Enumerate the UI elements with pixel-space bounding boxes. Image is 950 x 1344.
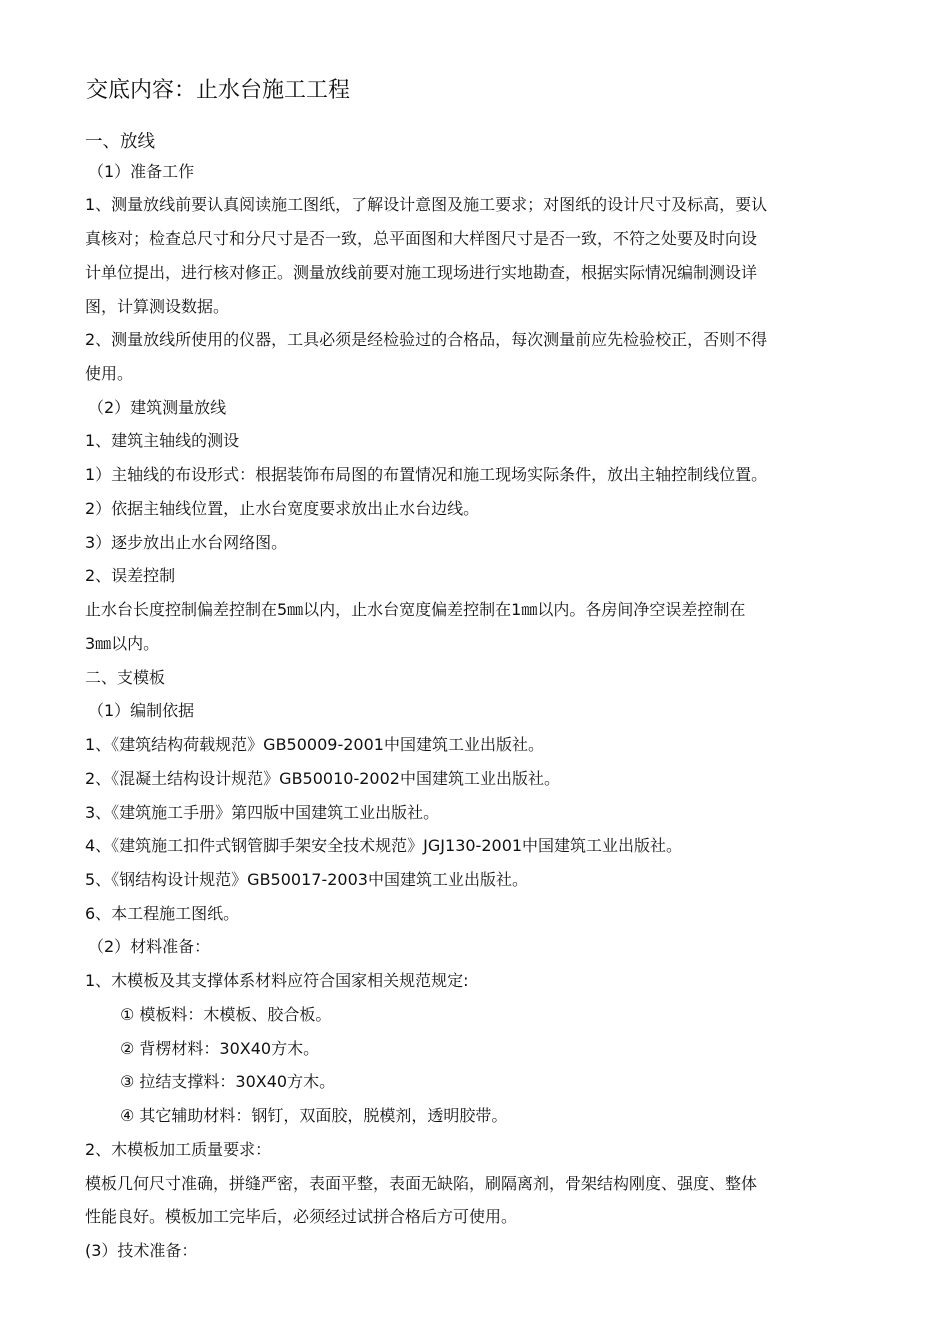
subsection-heading: （2）建筑测量放线 — [88, 398, 227, 417]
material-item: ① 模板料：木模板、胶合板。 — [120, 1005, 332, 1024]
reference-item: 6、本工程施工图纸。 — [85, 904, 240, 923]
paragraph-line: 1、建筑主轴线的测设 — [85, 431, 240, 450]
paragraph-line: 图，计算测设数据。 — [85, 297, 230, 316]
material-item: ② 背楞材料：30X40方木。 — [120, 1039, 320, 1058]
material-item: ③ 拉结支撑料：30X40方木。 — [120, 1072, 336, 1091]
paragraph-line: 1、测量放线前要认真阅读施工图纸，了解设计意图及施工要求；对图纸的设计尺寸及标高，要认 — [85, 195, 768, 214]
paragraph-line: 止水台长度控制偏差控制在5㎜以内，止水台宽度偏差控制在1㎜以内。各房间净空误差控制在 — [85, 600, 746, 619]
subsection-heading: (3）技术准备： — [85, 1241, 198, 1260]
paragraph-line: 3）逐步放出止水台网络图。 — [85, 533, 288, 552]
reference-item: 4、《建筑施工扣件式钢管脚手架安全技术规范》JGJ130-2001中国建筑工业出版社。 — [85, 836, 683, 855]
reference-item: 2、《混凝土结构设计规范》GB50010-2002中国建筑工业出版社。 — [85, 769, 560, 788]
reference-item: 3、《建筑施工手册》第四版中国建筑工业出版社。 — [85, 803, 440, 822]
paragraph-line: 真核对；检查总尺寸和分尺寸是否一致，总平面图和大样图尺寸是否一致，不符之处要及时向设 — [85, 229, 758, 248]
paragraph-line: 2、测量放线所使用的仪器，工具必须是经检验过的合格品，每次测量前应先检验校正，否则不得 — [85, 330, 768, 349]
subsection-heading: （1）准备工作 — [88, 162, 195, 181]
material-item: ④ 其它辅助材料：钢钉，双面胶，脱模剂，透明胶带。 — [120, 1106, 508, 1125]
reference-item: 5、《钢结构设计规范》GB50017-2003中国建筑工业出版社。 — [85, 870, 528, 889]
paragraph-line: 2、误差控制 — [85, 566, 176, 585]
paragraph-line: 3㎜以内。 — [85, 634, 160, 653]
paragraph-line: 1）主轴线的布设形式：根据装饰布局图的布置情况和施工现场实际条件，放出主轴控制线位置。 — [85, 465, 768, 484]
paragraph-line: 1、木模板及其支撑体系材料应符合国家相关规范规定: — [85, 971, 469, 990]
paragraph-line: 性能良好。模板加工完毕后，必须经过试拼合格后方可使用。 — [85, 1207, 518, 1226]
paragraph-line: 计单位提出，进行核对修正。测量放线前要对施工现场进行实地勘查，根据实际情况编制测设详 — [85, 263, 758, 282]
section-heading-setting-out: 一、放线 — [85, 132, 155, 152]
subsection-heading: （2）材料准备： — [88, 937, 211, 956]
paragraph-line: 2）依据主轴线位置，止水台宽度要求放出止水台边线。 — [85, 499, 480, 518]
paragraph-line: 模板几何尺寸准确，拼缝严密，表面平整，表面无缺陷，刷隔离剂，骨架结构刚度、强度、整体 — [85, 1174, 758, 1193]
section-heading-formwork: 二、支模板 — [85, 668, 166, 687]
reference-item: 1、《建筑结构荷载规范》GB50009-2001中国建筑工业出版社。 — [85, 735, 544, 754]
subsection-heading: （1）编制依据 — [88, 701, 195, 720]
paragraph-line: 使用。 — [85, 364, 134, 383]
document-title: 交底内容：止水台施工工程 — [86, 78, 351, 103]
paragraph-line: 2、木模板加工质量要求： — [85, 1140, 272, 1159]
